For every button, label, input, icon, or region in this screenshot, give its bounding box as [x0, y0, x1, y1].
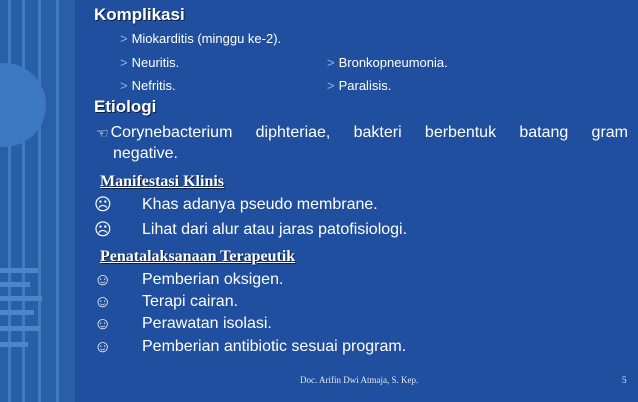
- komplikasi-item: [120, 55, 179, 70]
- manifestasi-heading: Manifestasi Klinis: [100, 173, 225, 190]
- smile-face-icon: ☺: [94, 314, 112, 333]
- frown-face-icon: ☹: [94, 220, 112, 239]
- pointing-hand-icon: ☜: [96, 124, 109, 141]
- komplikasi-item: [327, 55, 448, 70]
- penatalaksanaan-item: [94, 292, 238, 312]
- chevron-icon: >: [327, 78, 335, 93]
- manifestasi-item: [94, 195, 378, 215]
- penatalaksanaan-item-label: Pemberian antibiotic sesuai program.: [142, 338, 407, 355]
- etiologi-text: [96, 124, 628, 142]
- komplikasi-item: [120, 31, 281, 46]
- komplikasi-item: [120, 78, 176, 93]
- frown-face-icon: ☹: [94, 195, 112, 214]
- komplikasi-item-label: Miokarditis (minggu ke-2).: [131, 31, 282, 46]
- chevron-icon: >: [120, 31, 128, 46]
- komplikasi-item-label: Bronkopneumonia.: [338, 55, 448, 70]
- etiologi-line-2: negative.: [113, 145, 178, 162]
- komplikasi-item: [327, 78, 391, 93]
- komplikasi-heading: Komplikasi: [94, 5, 185, 24]
- penatalaksanaan-item: [94, 270, 283, 290]
- manifestasi-item-label: Lihat dari alur atau jaras patofisiologi.: [142, 221, 408, 238]
- manifestasi-item: [94, 220, 407, 240]
- manifestasi-item-label: Khas adanya pseudo membrane.: [142, 196, 378, 213]
- footer-author: Doc. Arifin Dwi Atmaja, S. Kep.: [300, 375, 419, 385]
- chevron-icon: >: [120, 55, 128, 70]
- penatalaksanaan-item: [94, 337, 406, 357]
- smile-face-icon: ☺: [94, 292, 112, 311]
- chevron-icon: >: [327, 55, 335, 70]
- komplikasi-item-label: Paralisis.: [338, 78, 392, 93]
- penatalaksanaan-heading: Penatalaksanaan Terapeutik: [100, 248, 296, 265]
- page-number: 5: [622, 375, 627, 385]
- etiologi-line-1: Corynebacterium diphteriae, bakteri berbentuk batang gram: [110, 124, 628, 141]
- penatalaksanaan-item-label: Perawatan isolasi.: [142, 315, 272, 332]
- penatalaksanaan-item: [94, 314, 272, 334]
- penatalaksanaan-item-label: Pemberian oksigen.: [142, 271, 284, 288]
- penatalaksanaan-item-label: Terapi cairan.: [142, 293, 239, 310]
- smile-face-icon: ☺: [94, 270, 112, 289]
- komplikasi-item-label: Nefritis.: [131, 78, 176, 93]
- etiologi-heading: Etiologi: [94, 97, 157, 116]
- komplikasi-item-label: Neuritis.: [131, 55, 180, 70]
- chevron-icon: >: [120, 78, 128, 93]
- smile-face-icon: ☺: [94, 337, 112, 356]
